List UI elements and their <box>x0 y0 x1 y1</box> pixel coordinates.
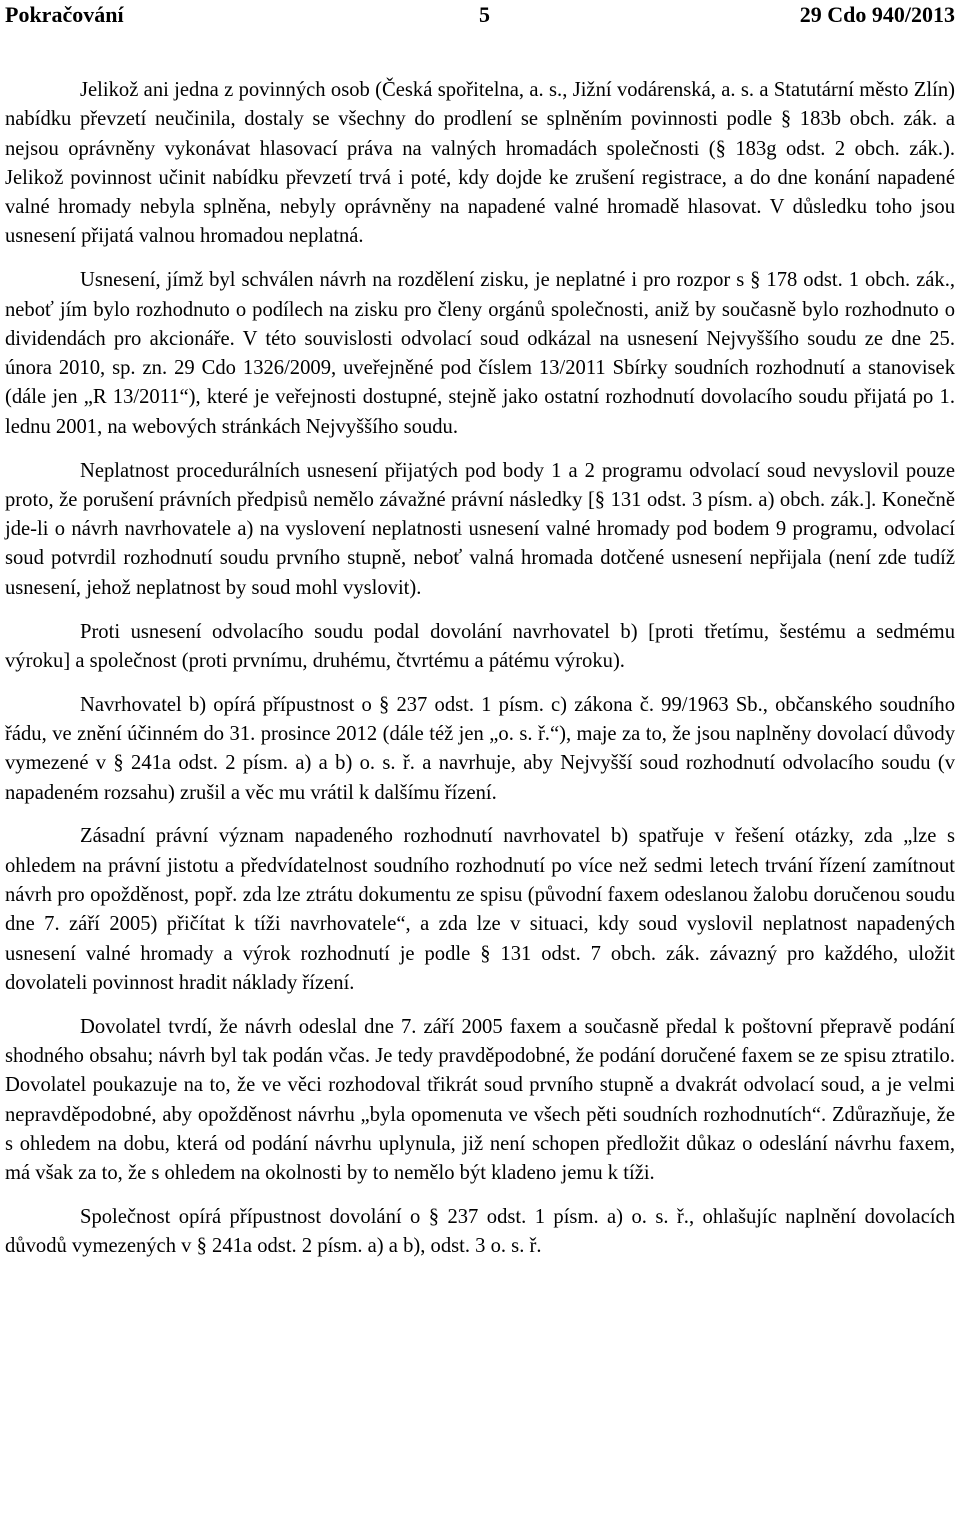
paragraph: Neplatnost procedurálních usnesení přijatých pod body 1 a 2 programu odvolací soud nevyslovil pouze proto, že porušení právních předpisů nemělo závažné právní následky [§ 131 odst. 3 písm. a) obch. zák.]. Konečně jde-li o návrh navrhovatele a) na vyslovení neplatnosti usnesení valné hromady pod bodem 9 programu, odvolací soud potvrdil rozhodnutí soudu prvního stupně, neboť valná hromada dotčené usnesení nepřijala (není zde tudíž usnesení, jehož neplatnost by soud mohl vyslovit). <box>5 459 955 599</box>
paragraph: Proti usnesení odvolacího soudu podal dovolání navrhovatel b) [proti třetímu, šestému a sedmému výroku] a společnost (proti prvnímu, druhému, čtvrtému a pátému výroku). <box>5 620 955 672</box>
paragraph: Společnost opírá přípustnost dovolání o § 237 odst. 1 písm. a) o. s. ř., ohlašujíc naplnění dovolacích důvodů vymezených v § 241a odst. 2 písm. a) a b), odst. 3 o. s. ř. <box>5 1205 955 1258</box>
document-body <box>5 76 955 1261</box>
page-header <box>5 2 955 32</box>
paragraph: Zásadní právní význam napadeného rozhodnutí navrhovatel b) spatřuje v řešení otázky, zda „lze s ohledem na právní jistotu a předvídatelnost soudního rozhodnutí po více než sedmi letech trvání řízení zamítnout návrh pro opožděnost, popř. zda lze ztrátu dokumentu ze spisu (původní faxem odeslanou žalobu doručenou soudu dne 7. září 2005) přičítat k tíži navrhovatele“, a zda lze v situaci, kdy soud vyslovil neplatnost napadených usnesení valné hromady a výrok rozhodnutí je podle § 131 odst. 7 obch. zák. závazný pro každého, uložit dovolateli povinnost hradit náklady řízení. <box>5 825 955 994</box>
paragraph: Jelikož ani jedna z povinných osob (Česká spořitelna, a. s., Jižní vodárenská, a. s. a Statutární město Zlín) nabídku převzetí neučinila, dostaly se všechny do prodlení se splněním povinnosti podle § 183b obch. zák. a nejsou oprávněny vykonávat hlasovací práva na valných hromadách společnosti (§ 183g odst. 2 obch. zák.). Jelikož povinnost učinit nabídku převzetí trvá i poté, kdy dojde ke zrušení registrace, a do dne konání napadené valné hromady nebyla splněna, nebyly oprávněny na napadené valné hromadě hlasovat. V důsledku toho jsou usnesení přijatá valnou hromadou neplatná. <box>5 79 955 248</box>
paragraph: Dovolatel tvrdí, že návrh odeslal dne 7. září 2005 faxem a současně předal k poštovní přepravě podání shodného obsahu; návrh byl tak podán včas. Je tedy pravděpodobné, že podání doručené faxem se ze spisu ztratilo. Dovolatel poukazuje na to, že ve věci rozhodoval třikrát soud prvního stupně a dvakrát odvolací soud, a je velmi nepravděpodobné, aby opožděnost návrhu „byla opomenuta ve všech pěti soudních rozhodnutích“. Zdůrazňuje, že s ohledem na dobu, která od podání návrhu uplynula, již není schopen předložit důkaz o odeslání návrhu faxem, má však za to, že s ohledem na okolnosti by to nemělo být kladeno jemu k tíži. <box>5 1015 955 1185</box>
paragraph: Navrhovatel b) opírá přípustnost o § 237 odst. 1 písm. c) zákona č. 99/1963 Sb., občanského soudního řádu, ve znění účinném do 31. prosince 2012 (dále též jen „o. s. ř.“), maje za to, že jsou naplněny dovolací důvody vymezené v § 241a odst. 2 písm. a) a b) o. s. ř. a navrhuje, aby Nejvyšší soud rozhodnutí odvolacího soudu (v napadeném rozsahu) zrušil a věc mu vrátil k dalšímu řízení. <box>5 693 955 804</box>
case-number: 29 Cdo 940/2013 <box>799 2 955 27</box>
page-number: 5 <box>479 2 490 27</box>
paragraph: Usnesení, jímž byl schválen návrh na rozdělení zisku, je neplatné i pro rozpor s § 178 odst. 1 obch. zák., neboť jím bylo rozhodnuto o podílech na zisku pro členy orgánů společnosti, aniž by současně bylo rozhodnuto o dividendách pro akcionáře. V této souvislosti odvolací soud odkázal na usnesení Nejvyššího soudu ze dne 25. února 2010, sp. zn. 29 Cdo 1326/2009, uveřejněné pod číslem 13/2011 Sbírky soudních rozhodnutí a stanovisek (dále jen „R 13/2011“), které je veřejnosti dostupné, stejně jako ostatní rozhodnutí dovolacího soudu přijatá po 1. lednu 2001, na webových stránkách Nejvyššího soudu. <box>5 269 955 438</box>
continuation-label: Pokračování <box>5 2 124 27</box>
